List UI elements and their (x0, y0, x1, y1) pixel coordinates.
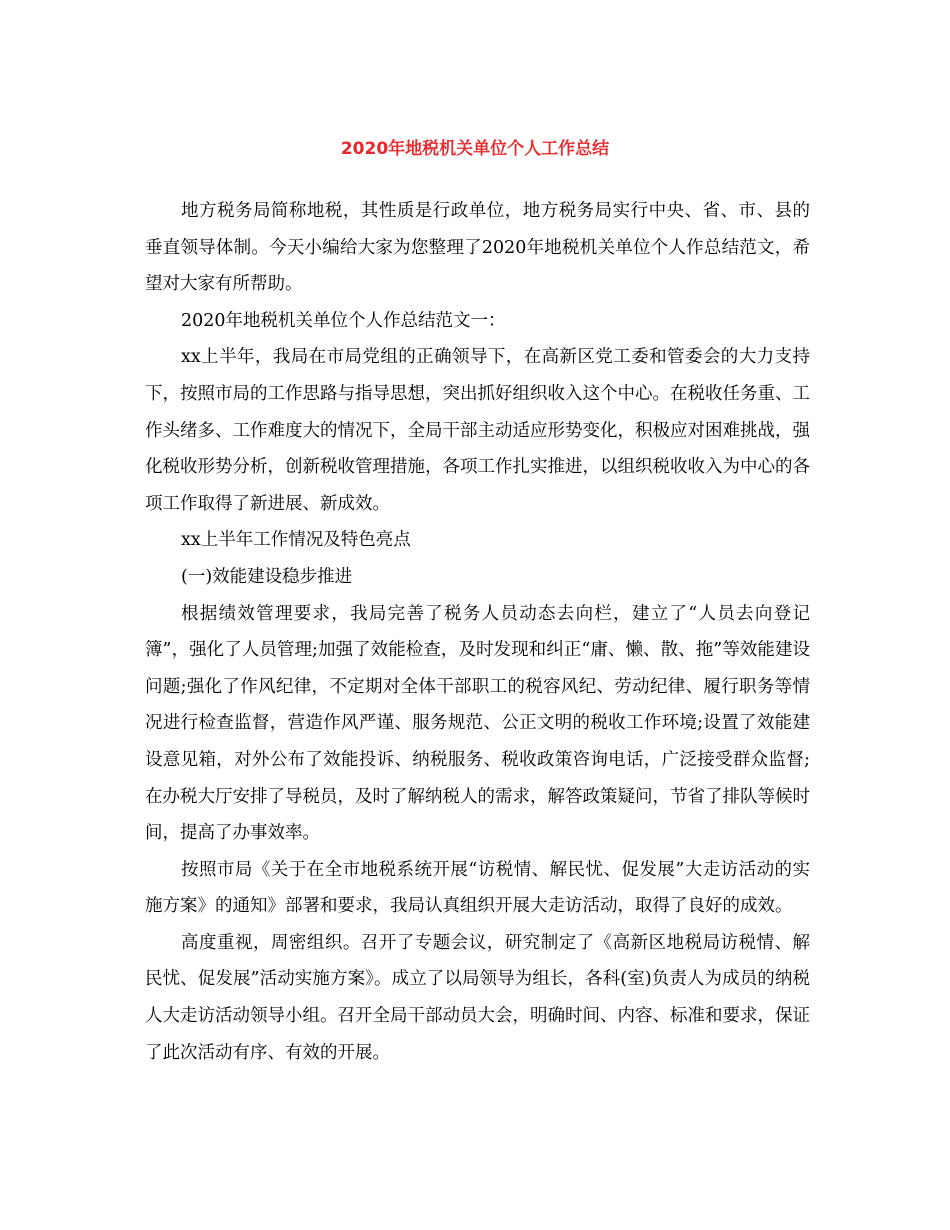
paragraph-first-half-summary: xx上半年，我局在市局党组的正确领导下，在高新区党工委和管委会的大力支持下，按照市局的工作思路与指导思想，突出抓好组织收入这个中心。在税收任务重、工作头绪多、工作难度大的情况下，全局干部主动适应形势变化，积极应对困难挑战，强化税收形势分析，创新税收管理措施，各项工作扎实推进，以组织税收收入为中心的各项工作取得了新进展、新成效。 (145, 347, 810, 514)
document-body (145, 193, 810, 1071)
paragraph-section-heading: xx上半年工作情况及特色亮点 (181, 530, 411, 551)
document-title: 2020年地税机关单位个人工作总结 (340, 139, 610, 159)
paragraph-organization: 高度重视，周密组织。召开了专题会议，研究制定了《高新区地税局访税情、解民忧、促发展”活动实施方案》。成立了以局领导为组长，各科(室)负责人为成员的纳税人大走访活动领导小组。召开全局干部动员大会，明确时间、内容、标准和要求，保证了此次活动有序、有效的开展。 (145, 932, 810, 1063)
paragraph-visit-campaign: 按照市局《关于在全市地税系统开展“访税情、解民忧、促发展”大走访活动的实施方案》的通知》部署和要求，我局认真组织开展大走访活动，取得了良好的成效。 (145, 859, 810, 917)
paragraph-sample-heading: 2020年地税机关单位个人作总结范文一： (181, 310, 506, 331)
paragraph-efficiency: 根据绩效管理要求，我局完善了税务人员动态去向栏，建立了“人员去向登记簿”，强化了人员管理;加强了效能检查，及时发现和纠正“庸、懒、散、拖”等效能建设问题;强化了作风纪律，不定期对全体干部职工的税容风纪、劳动纪律、履行职务等情况进行检查监督，营造作风严谨、服务规范、公正文明的税收工作环境;设置了效能建设意见箱，对外公布了效能投诉、纳税服务、税收政策咨询电话，广泛接受群众监督;在办税大厅安排了导税员，及时了解纳税人的需求，解答政策疑问，节省了排队等候时间，提高了办事效率。 (145, 603, 810, 844)
paragraph-intro: 地方税务局简称地税，其性质是行政单位，地方税务局实行中央、省、市、县的垂直领导体制。今天小编给大家为您整理了2020年地税机关单位个人作总结范文，希望对大家有所帮助。 (145, 201, 810, 295)
paragraph-subsection-heading: (一)效能建设稳步推进 (181, 566, 353, 587)
